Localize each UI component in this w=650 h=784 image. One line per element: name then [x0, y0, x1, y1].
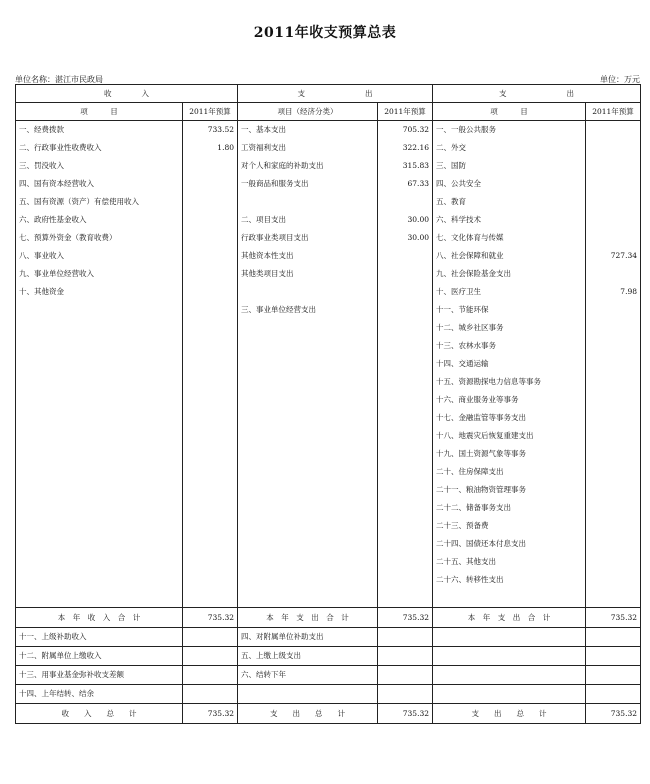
func-value — [586, 571, 641, 589]
econ-value — [378, 685, 433, 704]
income-item — [16, 445, 183, 463]
econ-item — [238, 427, 378, 445]
income-item: 十一、上级补助收入 — [16, 628, 183, 647]
func-value: 7.98 — [586, 283, 641, 301]
income-item — [16, 499, 183, 517]
func-item: 十、医疗卫生 — [433, 283, 586, 301]
func-item: 二十五、其他支出 — [433, 553, 586, 571]
func-value — [586, 589, 641, 608]
func-value — [586, 337, 641, 355]
table-row — [16, 499, 641, 517]
income-item: 十、其他资金 — [16, 283, 183, 301]
income-value — [183, 193, 238, 211]
econ-value — [378, 193, 433, 211]
econ-value — [378, 463, 433, 481]
econ-item: 工资福利支出 — [238, 139, 378, 157]
econ-grand-value: 735.32 — [378, 704, 433, 724]
table-row — [16, 481, 641, 499]
econ-value — [378, 247, 433, 265]
func-value — [586, 139, 641, 157]
income-value — [183, 463, 238, 481]
income-value — [183, 499, 238, 517]
func-item: 六、科学技术 — [433, 211, 586, 229]
func-value: 727.34 — [586, 247, 641, 265]
econ-value: 67.33 — [378, 175, 433, 193]
income-item — [16, 391, 183, 409]
income-value: 1.80 — [183, 139, 238, 157]
econ-value — [378, 553, 433, 571]
table-row — [16, 265, 641, 283]
econ-item — [238, 193, 378, 211]
func-value — [586, 373, 641, 391]
table-row — [16, 463, 641, 481]
table-row — [16, 193, 641, 211]
income-grand-label: 收 入 总 计 — [16, 704, 183, 724]
func-item: 九、社会保险基金支出 — [433, 265, 586, 283]
econ-value — [378, 319, 433, 337]
econ-item: 五、上缴上级支出 — [238, 647, 378, 666]
income-value — [183, 445, 238, 463]
income-value — [183, 647, 238, 666]
income-value — [183, 517, 238, 535]
func-item: 七、文化体育与传媒 — [433, 229, 586, 247]
econ-item — [238, 283, 378, 301]
func-value — [586, 535, 641, 553]
econ-value — [378, 535, 433, 553]
func-item: 二十四、国债还本付息支出 — [433, 535, 586, 553]
income-item — [16, 589, 183, 608]
econ-item — [238, 685, 378, 704]
income-item: 九、事业单位经营收入 — [16, 265, 183, 283]
func-item: 三、国防 — [433, 157, 586, 175]
income-item — [16, 427, 183, 445]
func-value — [586, 553, 641, 571]
func-item: 二十二、储备事务支出 — [433, 499, 586, 517]
econ-item — [238, 463, 378, 481]
econ-value: 30.00 — [378, 211, 433, 229]
func-grand-value: 735.32 — [586, 704, 641, 724]
econ-item — [238, 499, 378, 517]
table-row — [16, 445, 641, 463]
econ-item — [238, 553, 378, 571]
table-row — [16, 535, 641, 553]
econ-grand-label: 支 出 总 计 — [238, 704, 378, 724]
income-item — [16, 373, 183, 391]
econ-item: 六、结转下年 — [238, 666, 378, 685]
econ-value — [378, 373, 433, 391]
income-total-value: 735.32 — [183, 608, 238, 628]
income-budget-header: 2011年预算 — [183, 103, 238, 121]
func-value — [586, 229, 641, 247]
econ-item — [238, 589, 378, 608]
func-budget-header: 2011年预算 — [586, 103, 641, 121]
income-item: 十三、用事业基金弥补收支差额 — [16, 666, 183, 685]
func-value — [586, 499, 641, 517]
grand-total-row — [16, 704, 641, 724]
func-value — [586, 391, 641, 409]
func-item — [433, 685, 586, 704]
econ-value — [378, 409, 433, 427]
func-item: 十九、国土资源气象等事务 — [433, 445, 586, 463]
table-row — [16, 628, 641, 647]
func-item: 十四、交通运输 — [433, 355, 586, 373]
income-value — [183, 427, 238, 445]
func-item: 十五、资源勘探电力信息等事务 — [433, 373, 586, 391]
table-row — [16, 409, 641, 427]
econ-item-header: 项目（经济分类） — [238, 103, 378, 121]
func-item: 十六、商业服务业等事务 — [433, 391, 586, 409]
func-item: 十一、节能环保 — [433, 301, 586, 319]
income-value — [183, 571, 238, 589]
econ-value — [378, 445, 433, 463]
income-value — [183, 301, 238, 319]
func-item: 五、教育 — [433, 193, 586, 211]
econ-value — [378, 628, 433, 647]
income-value — [183, 589, 238, 608]
func-value — [586, 319, 641, 337]
func-value — [586, 409, 641, 427]
table-row — [16, 247, 641, 265]
income-item: 三、罚没收入 — [16, 157, 183, 175]
econ-value — [378, 283, 433, 301]
table-row — [16, 571, 641, 589]
income-value — [183, 355, 238, 373]
func-value — [586, 517, 641, 535]
func-item: 一、一般公共服务 — [433, 121, 586, 140]
table-row — [16, 553, 641, 571]
income-item — [16, 301, 183, 319]
econ-value — [378, 391, 433, 409]
econ-value — [378, 571, 433, 589]
func-total-label: 本 年 支 出 合 计 — [433, 608, 586, 628]
income-value — [183, 373, 238, 391]
income-value: 733.52 — [183, 121, 238, 140]
func-value — [586, 685, 641, 704]
func-item — [433, 647, 586, 666]
func-item: 十二、城乡社区事务 — [433, 319, 586, 337]
income-item: 七、预算外资金（教育收费） — [16, 229, 183, 247]
table-row — [16, 685, 641, 704]
income-value — [183, 409, 238, 427]
econ-value — [378, 355, 433, 373]
econ-value: 315.83 — [378, 157, 433, 175]
expenditure-econ-header: 支 出 — [238, 85, 433, 103]
econ-item: 三、事业单位经营支出 — [238, 301, 378, 319]
econ-item — [238, 409, 378, 427]
income-item — [16, 535, 183, 553]
income-value — [183, 229, 238, 247]
table-row — [16, 283, 641, 301]
func-item: 四、公共安全 — [433, 175, 586, 193]
income-item: 四、国有资本经营收入 — [16, 175, 183, 193]
income-item — [16, 571, 183, 589]
table-row — [16, 157, 641, 175]
table-row — [16, 517, 641, 535]
econ-item: 一、基本支出 — [238, 121, 378, 140]
income-value — [183, 211, 238, 229]
income-value — [183, 247, 238, 265]
econ-item — [238, 535, 378, 553]
income-item — [16, 463, 183, 481]
income-value — [183, 391, 238, 409]
func-item-header: 项 目 — [433, 103, 586, 121]
func-item: 二十三、预备费 — [433, 517, 586, 535]
econ-value — [378, 517, 433, 535]
income-value — [183, 175, 238, 193]
func-value — [586, 121, 641, 140]
econ-budget-header: 2011年预算 — [378, 103, 433, 121]
econ-value — [378, 301, 433, 319]
func-value — [586, 628, 641, 647]
income-value — [183, 265, 238, 283]
func-value — [586, 157, 641, 175]
econ-value — [378, 647, 433, 666]
func-value — [586, 647, 641, 666]
econ-item — [238, 481, 378, 499]
func-item — [433, 628, 586, 647]
table-row — [16, 319, 641, 337]
income-value — [183, 666, 238, 685]
econ-value — [378, 265, 433, 283]
func-value — [586, 666, 641, 685]
func-item — [433, 589, 586, 608]
income-value — [183, 685, 238, 704]
income-value — [183, 319, 238, 337]
income-item — [16, 409, 183, 427]
income-item: 一、经费拨款 — [16, 121, 183, 140]
econ-item — [238, 355, 378, 373]
econ-value: 705.32 — [378, 121, 433, 140]
econ-item: 四、对附属单位补助支出 — [238, 628, 378, 647]
econ-value — [378, 589, 433, 608]
func-value — [586, 301, 641, 319]
table-row — [16, 391, 641, 409]
econ-item — [238, 517, 378, 535]
func-value — [586, 193, 641, 211]
table-row — [16, 427, 641, 445]
unit-name: 单位名称：湛江市民政局 — [15, 75, 103, 84]
income-value — [183, 535, 238, 553]
econ-item: 行政事业类项目支出 — [238, 229, 378, 247]
income-item-header: 项 目 — [16, 103, 183, 121]
expenditure-func-header: 支 出 — [433, 85, 641, 103]
func-value — [586, 355, 641, 373]
econ-value — [378, 337, 433, 355]
func-value — [586, 211, 641, 229]
income-item: 十二、附属单位上缴收入 — [16, 647, 183, 666]
income-total-label: 本 年 收 入 合 计 — [16, 608, 183, 628]
func-value — [586, 463, 641, 481]
income-item — [16, 481, 183, 499]
econ-item — [238, 319, 378, 337]
income-value — [183, 157, 238, 175]
func-value — [586, 265, 641, 283]
income-item — [16, 355, 183, 373]
econ-item — [238, 445, 378, 463]
econ-item: 其他类项目支出 — [238, 265, 378, 283]
func-value — [586, 445, 641, 463]
econ-item: 二、项目支出 — [238, 211, 378, 229]
section-header-row — [16, 85, 641, 103]
income-header: 收 入 — [16, 85, 238, 103]
func-total-value: 735.32 — [586, 608, 641, 628]
func-item: 十七、金融监管等事务支出 — [433, 409, 586, 427]
econ-item — [238, 391, 378, 409]
func-item: 十三、农林水事务 — [433, 337, 586, 355]
func-value — [586, 427, 641, 445]
func-item: 八、社会保障和就业 — [433, 247, 586, 265]
page-title: 2011年收支预算总表 — [253, 25, 397, 41]
table-row — [16, 337, 641, 355]
func-item: 二十一、粮油物资管理事务 — [433, 481, 586, 499]
func-item: 二、外交 — [433, 139, 586, 157]
econ-value — [378, 499, 433, 517]
table-row — [16, 647, 641, 666]
income-item — [16, 319, 183, 337]
econ-item — [238, 373, 378, 391]
econ-item: 一般商品和服务支出 — [238, 175, 378, 193]
income-item: 十四、上年结转、结余 — [16, 685, 183, 704]
income-item — [16, 517, 183, 535]
func-item: 十八、地震灾后恢复重建支出 — [433, 427, 586, 445]
table-row — [16, 589, 641, 608]
table-row — [16, 355, 641, 373]
income-item: 六、政府性基金收入 — [16, 211, 183, 229]
table-row — [16, 301, 641, 319]
func-item — [433, 666, 586, 685]
table-row — [16, 175, 641, 193]
table-row — [16, 139, 641, 157]
income-value — [183, 481, 238, 499]
unit-currency: 单位：万元 — [600, 75, 640, 84]
income-item: 二、行政事业性收费收入 — [16, 139, 183, 157]
table-row — [16, 121, 641, 140]
econ-value — [378, 481, 433, 499]
table-row — [16, 229, 641, 247]
income-item: 五、国有资源（资产）有偿使用收入 — [16, 193, 183, 211]
income-item: 八、事业收入 — [16, 247, 183, 265]
econ-value — [378, 666, 433, 685]
econ-value: 322.16 — [378, 139, 433, 157]
income-value — [183, 337, 238, 355]
income-value — [183, 628, 238, 647]
econ-item — [238, 337, 378, 355]
econ-value: 30.00 — [378, 229, 433, 247]
income-item — [16, 553, 183, 571]
table-row — [16, 211, 641, 229]
budget-table — [15, 84, 641, 724]
econ-total-value: 735.32 — [378, 608, 433, 628]
table-row — [16, 373, 641, 391]
econ-item: 其他资本性支出 — [238, 247, 378, 265]
econ-item: 对个人和家庭的补助支出 — [238, 157, 378, 175]
income-item — [16, 337, 183, 355]
income-grand-value: 735.32 — [183, 704, 238, 724]
econ-item — [238, 571, 378, 589]
func-value — [586, 481, 641, 499]
table-row — [16, 666, 641, 685]
annual-total-row — [16, 608, 641, 628]
func-grand-label: 支 出 总 计 — [433, 704, 586, 724]
func-value — [586, 175, 641, 193]
func-item: 二十、住房保障支出 — [433, 463, 586, 481]
income-value — [183, 553, 238, 571]
econ-total-label: 本 年 支 出 合 计 — [238, 608, 378, 628]
func-item: 二十六、转移性支出 — [433, 571, 586, 589]
income-value — [183, 283, 238, 301]
column-header-row — [16, 103, 641, 121]
econ-value — [378, 427, 433, 445]
